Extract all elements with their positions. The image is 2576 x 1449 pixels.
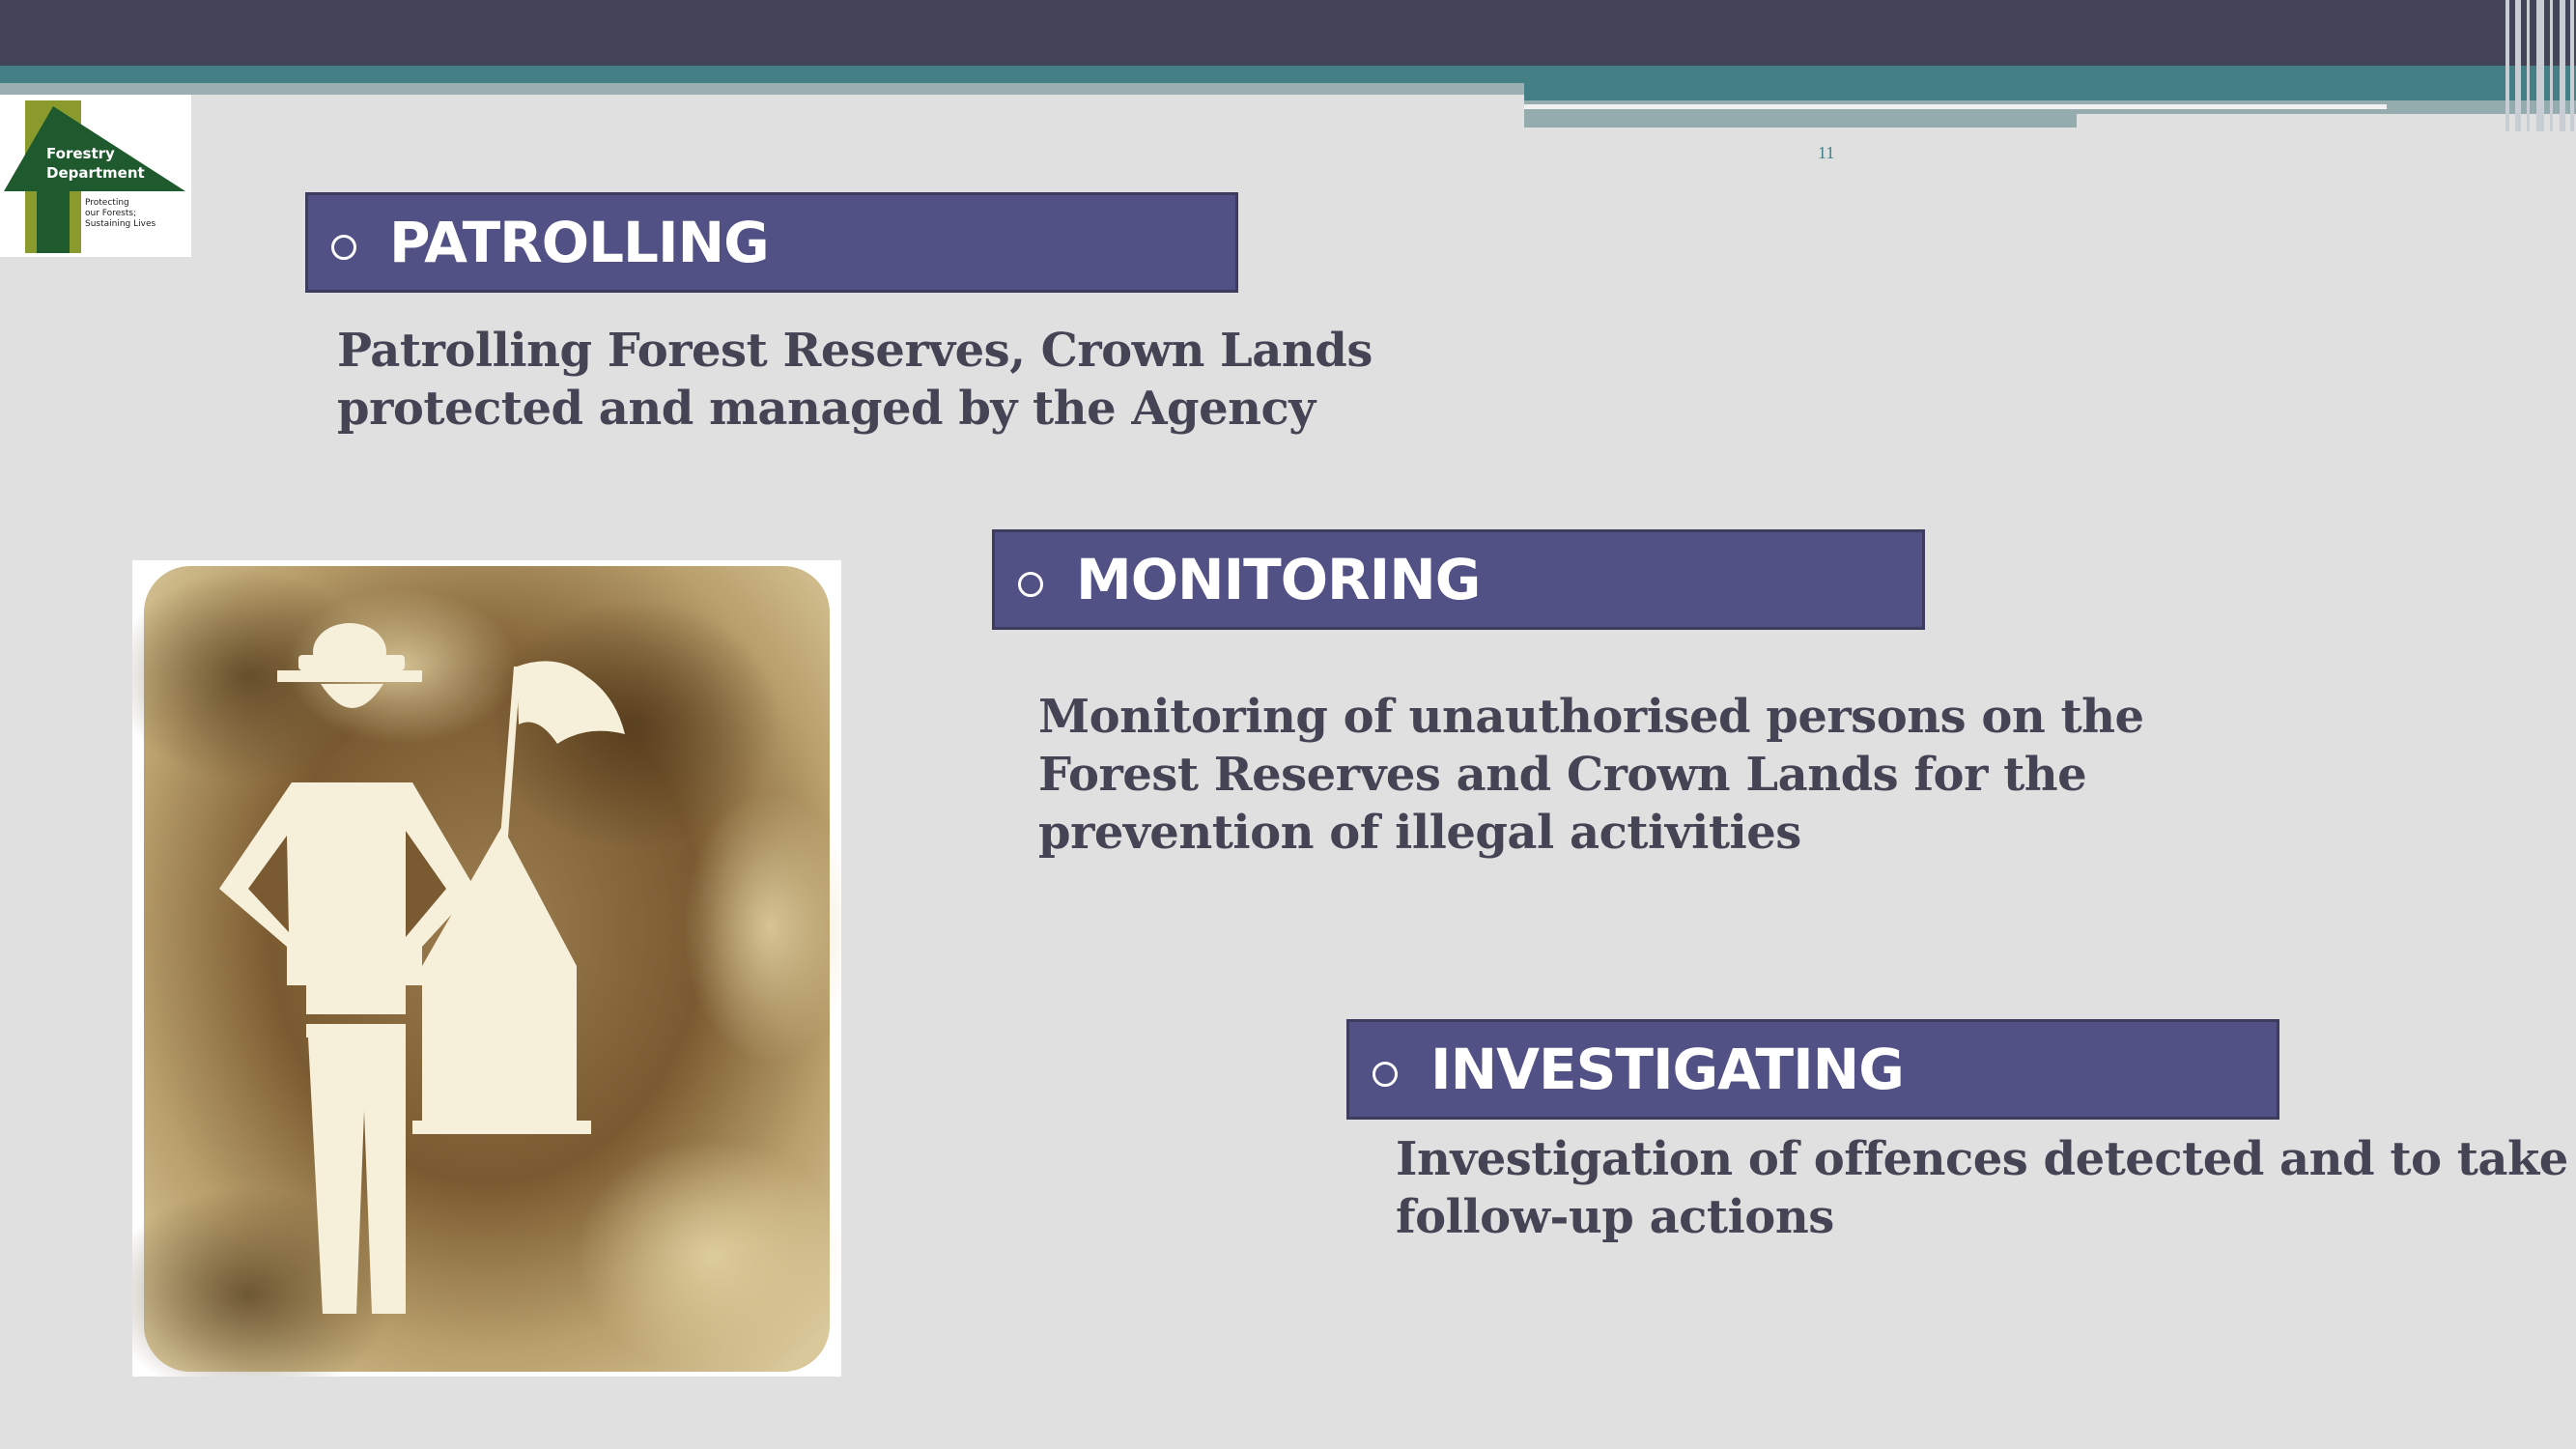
bullet-circle-icon: [1018, 572, 1043, 597]
investigating-description: [1396, 1130, 2568, 1246]
top-banner: [0, 0, 2576, 66]
monitoring-line-1: Monitoring of unauthorised persons on the: [1038, 690, 2144, 744]
logo-tagline1: Protecting: [85, 198, 129, 208]
tree-arrow-icon: [0, 95, 191, 257]
patrolling-description: [337, 322, 1373, 438]
monitoring-heading-box: [992, 529, 1925, 630]
page-number: 11: [1818, 143, 1835, 162]
monitoring-heading: MONITORING: [1076, 547, 1481, 612]
investigating-line-2: follow-up actions: [1396, 1190, 1834, 1244]
logo-tagline2: our Forests;: [85, 209, 137, 218]
monitoring-description: [1038, 688, 2144, 862]
monitoring-line-3: prevention of illegal activities: [1038, 806, 1801, 860]
patrolling-line-1: Patrolling Forest Reserves, Crown Lands: [337, 324, 1373, 378]
ranger-beside-station-icon: [132, 560, 841, 1377]
forestry-department-logo: [0, 95, 191, 257]
logo-line2: Department: [46, 164, 145, 182]
patrolling-line-2: protected and managed by the Agency: [337, 382, 1316, 436]
investigating-heading: INVESTIGATING: [1430, 1037, 1904, 1102]
vertical-stripes-decoration: [2502, 0, 2576, 131]
monitoring-line-2: Forest Reserves and Crown Lands for the: [1038, 748, 2087, 802]
light-stripe: [0, 83, 1524, 95]
teal-stripe: [0, 66, 2576, 83]
ranger-station-illustration: [132, 560, 841, 1377]
bullet-circle-icon: [1373, 1062, 1398, 1087]
bullet-circle-icon: [331, 235, 356, 260]
logo-line1: Forestry: [46, 145, 115, 162]
patrolling-heading-box: [305, 192, 1238, 293]
logo-tagline3: Sustaining Lives: [85, 219, 156, 229]
investigating-line-1: Investigation of offences detected and to take: [1396, 1132, 2568, 1186]
banner-white-line: [1524, 104, 2387, 109]
patrolling-heading: PATROLLING: [389, 210, 769, 275]
investigating-heading-box: [1346, 1019, 2279, 1120]
